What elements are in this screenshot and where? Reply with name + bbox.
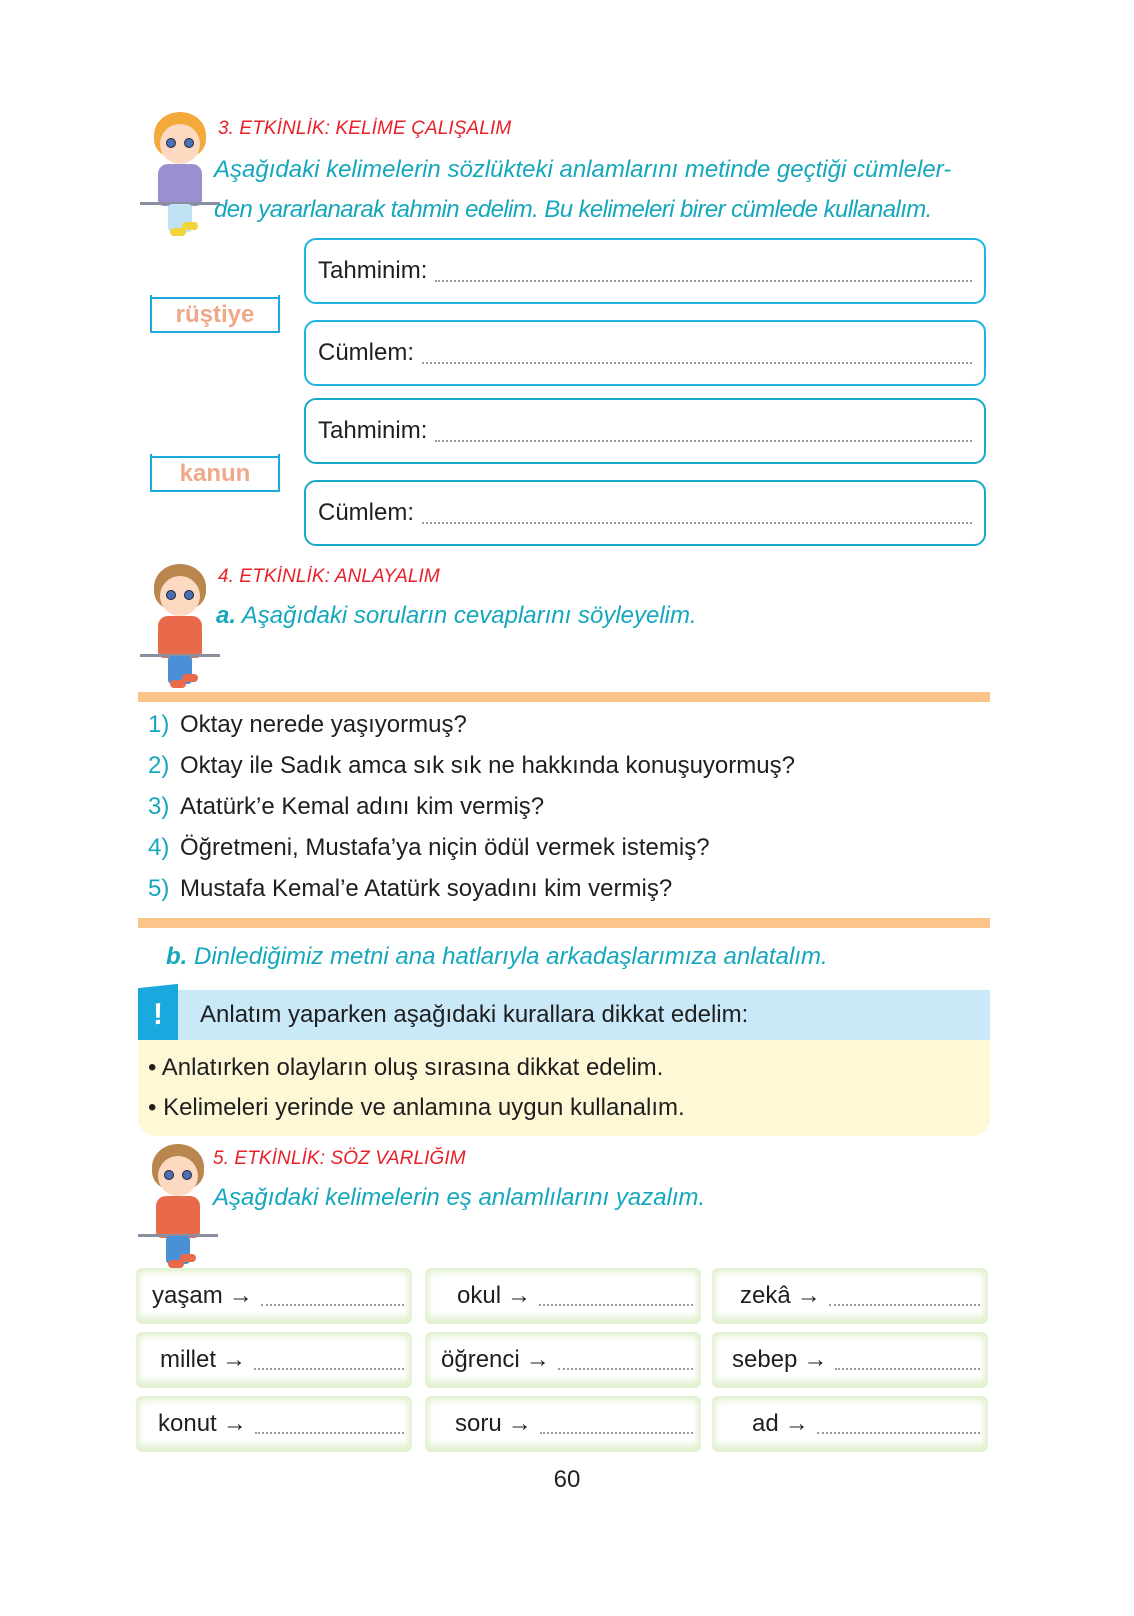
arrow-right-icon: → <box>784 1410 809 1437</box>
synonym-field-ogrenci[interactable] <box>425 1332 701 1388</box>
note-rules <box>138 1040 990 1136</box>
dotted-answer-line <box>817 1422 980 1434</box>
dotted-answer-line <box>829 1294 980 1306</box>
rustiye-guess-field[interactable] <box>304 238 986 304</box>
dotted-answer-line <box>539 1294 693 1306</box>
kanun-guess-field[interactable] <box>304 398 986 464</box>
dotted-answer-line <box>261 1294 404 1306</box>
synonym-field-sebep[interactable] <box>712 1332 988 1388</box>
word-tag-rustiye: rüştiye <box>150 297 280 333</box>
question-number: 2) <box>148 752 170 779</box>
question-item <box>148 868 795 909</box>
word-label: konut <box>158 1410 217 1437</box>
exclamation-icon: ! <box>138 984 178 1046</box>
part-a-marker: a. <box>216 602 237 629</box>
question-text: Öğretmeni, Mustafa’ya niçin ödül vermek istemiş? <box>180 834 710 861</box>
word-tag-kanun: kanun <box>150 456 280 492</box>
dotted-answer-line <box>254 1358 404 1370</box>
question-number: 5) <box>148 875 170 902</box>
part-b-marker: b. <box>166 943 188 970</box>
kanun-sentence-field[interactable] <box>304 480 986 546</box>
rule-item: • Kelimeleri yerinde ve anlamına uygun kullanalım. <box>148 1094 685 1121</box>
synonym-field-okul[interactable] <box>425 1268 701 1324</box>
word-label: okul <box>457 1282 502 1309</box>
synonym-field-millet[interactable] <box>136 1332 412 1388</box>
guess-label: Tahminim: <box>318 257 428 284</box>
sentence-label: Cümlem: <box>318 499 415 526</box>
dotted-answer-line <box>435 430 972 442</box>
activity-4-title: 4. ETKİNLİK: ANLAYALIM <box>218 566 440 587</box>
question-list <box>148 704 795 909</box>
dotted-answer-line <box>422 512 972 524</box>
question-number: 3) <box>148 793 170 820</box>
synonym-field-zeka[interactable] <box>712 1268 988 1324</box>
question-item <box>148 745 795 786</box>
activity-4-part-b <box>166 937 828 977</box>
word-label: sebep <box>732 1346 798 1373</box>
word-label: zekâ <box>740 1282 791 1309</box>
word-label: millet <box>160 1346 217 1373</box>
dotted-answer-line <box>422 352 972 364</box>
dotted-answer-line <box>540 1422 693 1434</box>
activity-5-instruction: Aşağıdaki kelimelerin eş anlamlılarını yazalım. <box>213 1184 706 1211</box>
synonym-field-soru[interactable] <box>425 1396 701 1452</box>
boy-character-illustration <box>140 562 220 692</box>
part-b-text: Dinlediğimiz metni ana hatlarıyla arkadaşlarımıza anlatalım. <box>194 943 828 970</box>
dotted-answer-line <box>835 1358 980 1370</box>
question-text: Oktay nerede yaşıyormuş? <box>180 711 467 738</box>
question-item <box>148 704 795 745</box>
question-item <box>148 827 795 868</box>
rustiye-sentence-field[interactable] <box>304 320 986 386</box>
activity-3-instruction <box>214 150 994 230</box>
synonym-field-yasam[interactable] <box>136 1268 412 1324</box>
guess-label: Tahminim: <box>318 417 428 444</box>
question-item <box>148 786 795 827</box>
instruction-line-1: Aşağıdaki kelimelerin sözlükteki anlamlarını metinde geçtiği cümleler- <box>214 156 952 183</box>
question-text: Oktay ile Sadık amca sık sık ne hakkında konuşuyormuş? <box>180 752 795 779</box>
page-number: 60 <box>553 1466 581 1493</box>
word-label: soru <box>455 1410 502 1437</box>
rule-item: • Anlatırken olayların oluş sırasına dikkat edelim. <box>148 1054 664 1081</box>
arrow-right-icon: → <box>796 1282 821 1309</box>
word-label: ad <box>752 1410 779 1437</box>
arrow-right-icon: → <box>803 1346 828 1373</box>
dotted-answer-line <box>558 1358 693 1370</box>
boy-character-illustration <box>138 1142 218 1272</box>
arrow-right-icon: → <box>507 1282 532 1309</box>
question-text: Mustafa Kemal’e Atatürk soyadını kim vermiş? <box>180 875 673 902</box>
arrow-right-icon: → <box>525 1346 550 1373</box>
synonym-field-konut[interactable] <box>136 1396 412 1452</box>
arrow-right-icon: → <box>222 1410 247 1437</box>
question-number: 1) <box>148 711 170 738</box>
word-label: öğrenci <box>441 1346 520 1373</box>
activity-4-part-a <box>216 596 697 636</box>
instruction-line-2: den yararlanarak tahmin edelim. Bu kelimeleri birer cümlede kullanalım. <box>214 196 932 223</box>
question-number: 4) <box>148 834 170 861</box>
girl-character-illustration <box>140 110 220 240</box>
dotted-answer-line <box>435 270 972 282</box>
activity-5-title: 5. ETKİNLİK: SÖZ VARLIĞIM <box>213 1148 466 1169</box>
arrow-right-icon: → <box>228 1282 253 1309</box>
dotted-answer-line <box>255 1422 404 1434</box>
divider-bottom <box>138 918 990 928</box>
note-heading: Anlatım yaparken aşağıdaki kurallara dikkat edelim: <box>176 990 990 1040</box>
activity-3-title: 3. ETKİNLİK: KELİME ÇALIŞALIM <box>218 118 512 139</box>
divider-top <box>138 692 990 702</box>
part-a-text: Aşağıdaki soruların cevaplarını söyleyelim. <box>241 602 697 629</box>
question-text: Atatürk’e Kemal adını kim vermiş? <box>180 793 545 820</box>
synonym-field-ad[interactable] <box>712 1396 988 1452</box>
arrow-right-icon: → <box>222 1346 247 1373</box>
arrow-right-icon: → <box>507 1410 532 1437</box>
word-label: yaşam <box>152 1282 223 1309</box>
sentence-label: Cümlem: <box>318 339 415 366</box>
